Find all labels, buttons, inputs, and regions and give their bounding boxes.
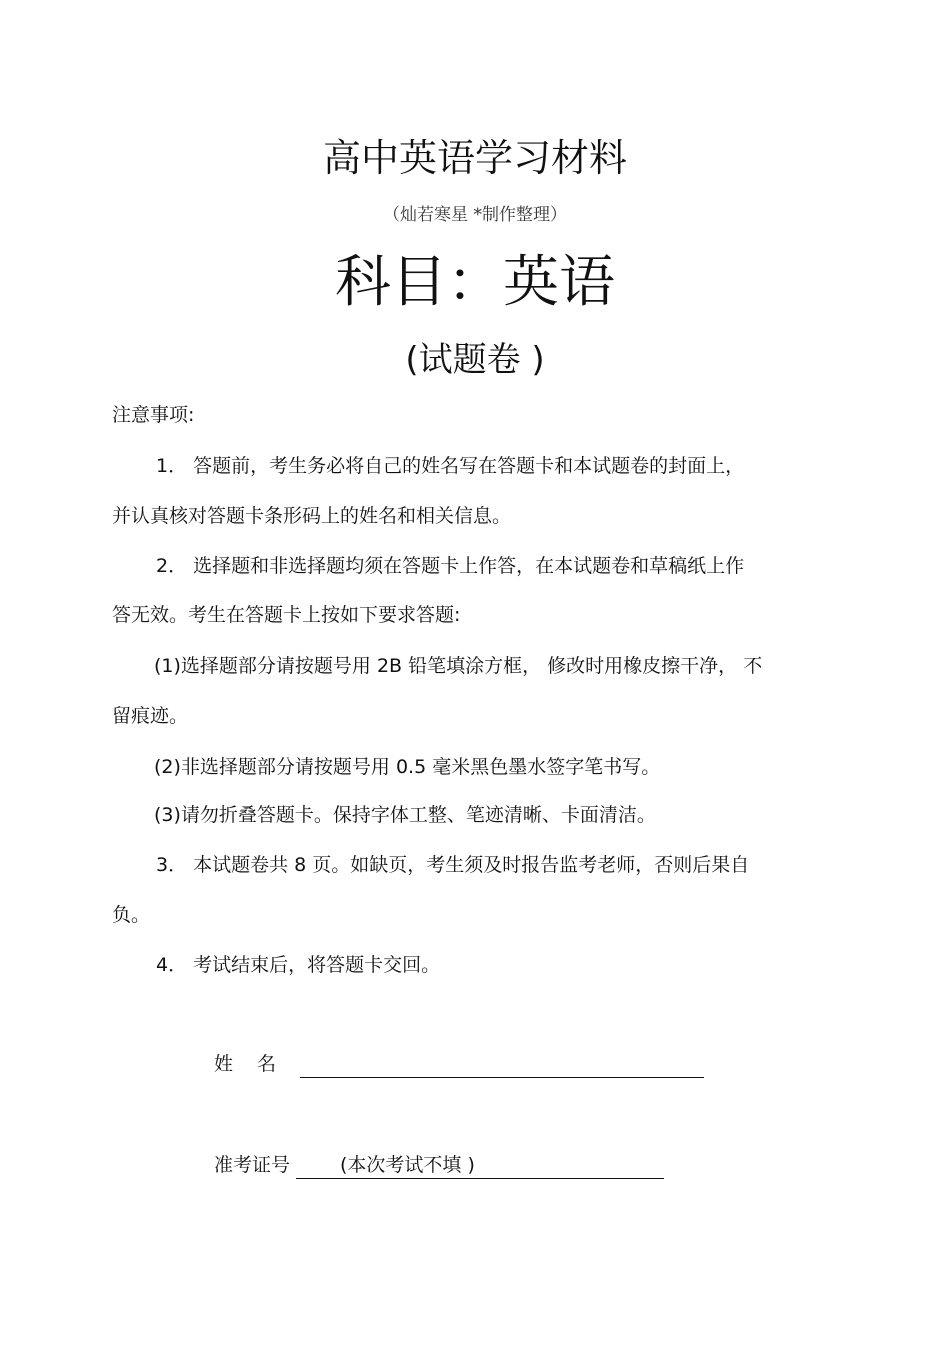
exam-id-label: 准考证号 [214, 1154, 291, 1176]
note-text: 本试题卷共 8 页。如缺页，考生须及时报告监考老师，否则后果自 [193, 854, 750, 876]
paper-type-heading: (试题卷 ) [405, 340, 545, 380]
exam-id-note: (本次考试不填 ) [340, 1154, 475, 1176]
note-number: 1． [156, 455, 188, 477]
note-item-1-line-1 [112, 452, 744, 480]
note-item-2-line-2: 答无效。考生在答题卡上按如下要求答题: [112, 604, 461, 626]
note-sub-item-3 [112, 801, 656, 829]
note-number: 3． [156, 854, 188, 876]
note-item-2-line-1 [112, 552, 744, 580]
name-field-row [214, 1050, 704, 1078]
note-text: (2)非选择题部分请按题号用 0.5 毫米黑色墨水签字笔书写。 [154, 756, 661, 778]
note-item-1-line-2: 并认真核对答题卡条形码上的姓名和相关信息。 [112, 505, 512, 527]
note-text: 选择题和非选择题均须在答题卡上作答，在本试题卷和草稿纸上作 [193, 555, 745, 577]
notes-title: 注意事项: [112, 404, 195, 426]
note-sub-item-1-line-1 [112, 652, 762, 680]
note-text: 答题前，考生务必将自己的姓名写在答题卡和本试题卷的封面上， [193, 455, 745, 477]
note-sub-item-2 [112, 753, 660, 781]
note-text: (3)请勿折叠答题卡。保持字体工整、笔迹清晰、卡面清洁。 [154, 804, 656, 826]
subject-heading: 科目：英语 [335, 250, 615, 315]
note-number: 2． [156, 555, 188, 577]
name-label: 姓名 [214, 1053, 301, 1075]
name-input-line[interactable] [300, 1053, 704, 1078]
note-item-4 [112, 951, 440, 979]
note-item-3-line-2: 负。 [112, 904, 151, 926]
document-title: 高中英语学习材料 [322, 136, 627, 180]
maker-note: （灿若寒星 *制作整理） [383, 205, 567, 225]
note-item-3-line-1 [112, 851, 749, 879]
note-text: 考试结束后，将答题卡交回。 [193, 954, 441, 976]
note-sub-item-1-line-2: 留痕迹。 [112, 705, 189, 727]
exam-id-input-line[interactable] [296, 1154, 664, 1179]
note-text: (1)选择题部分请按题号用 2B 铅笔填涂方框， 修改时用橡皮擦干净， 不 [154, 655, 763, 677]
exam-id-field-row [214, 1151, 664, 1179]
note-number: 4． [156, 954, 188, 976]
